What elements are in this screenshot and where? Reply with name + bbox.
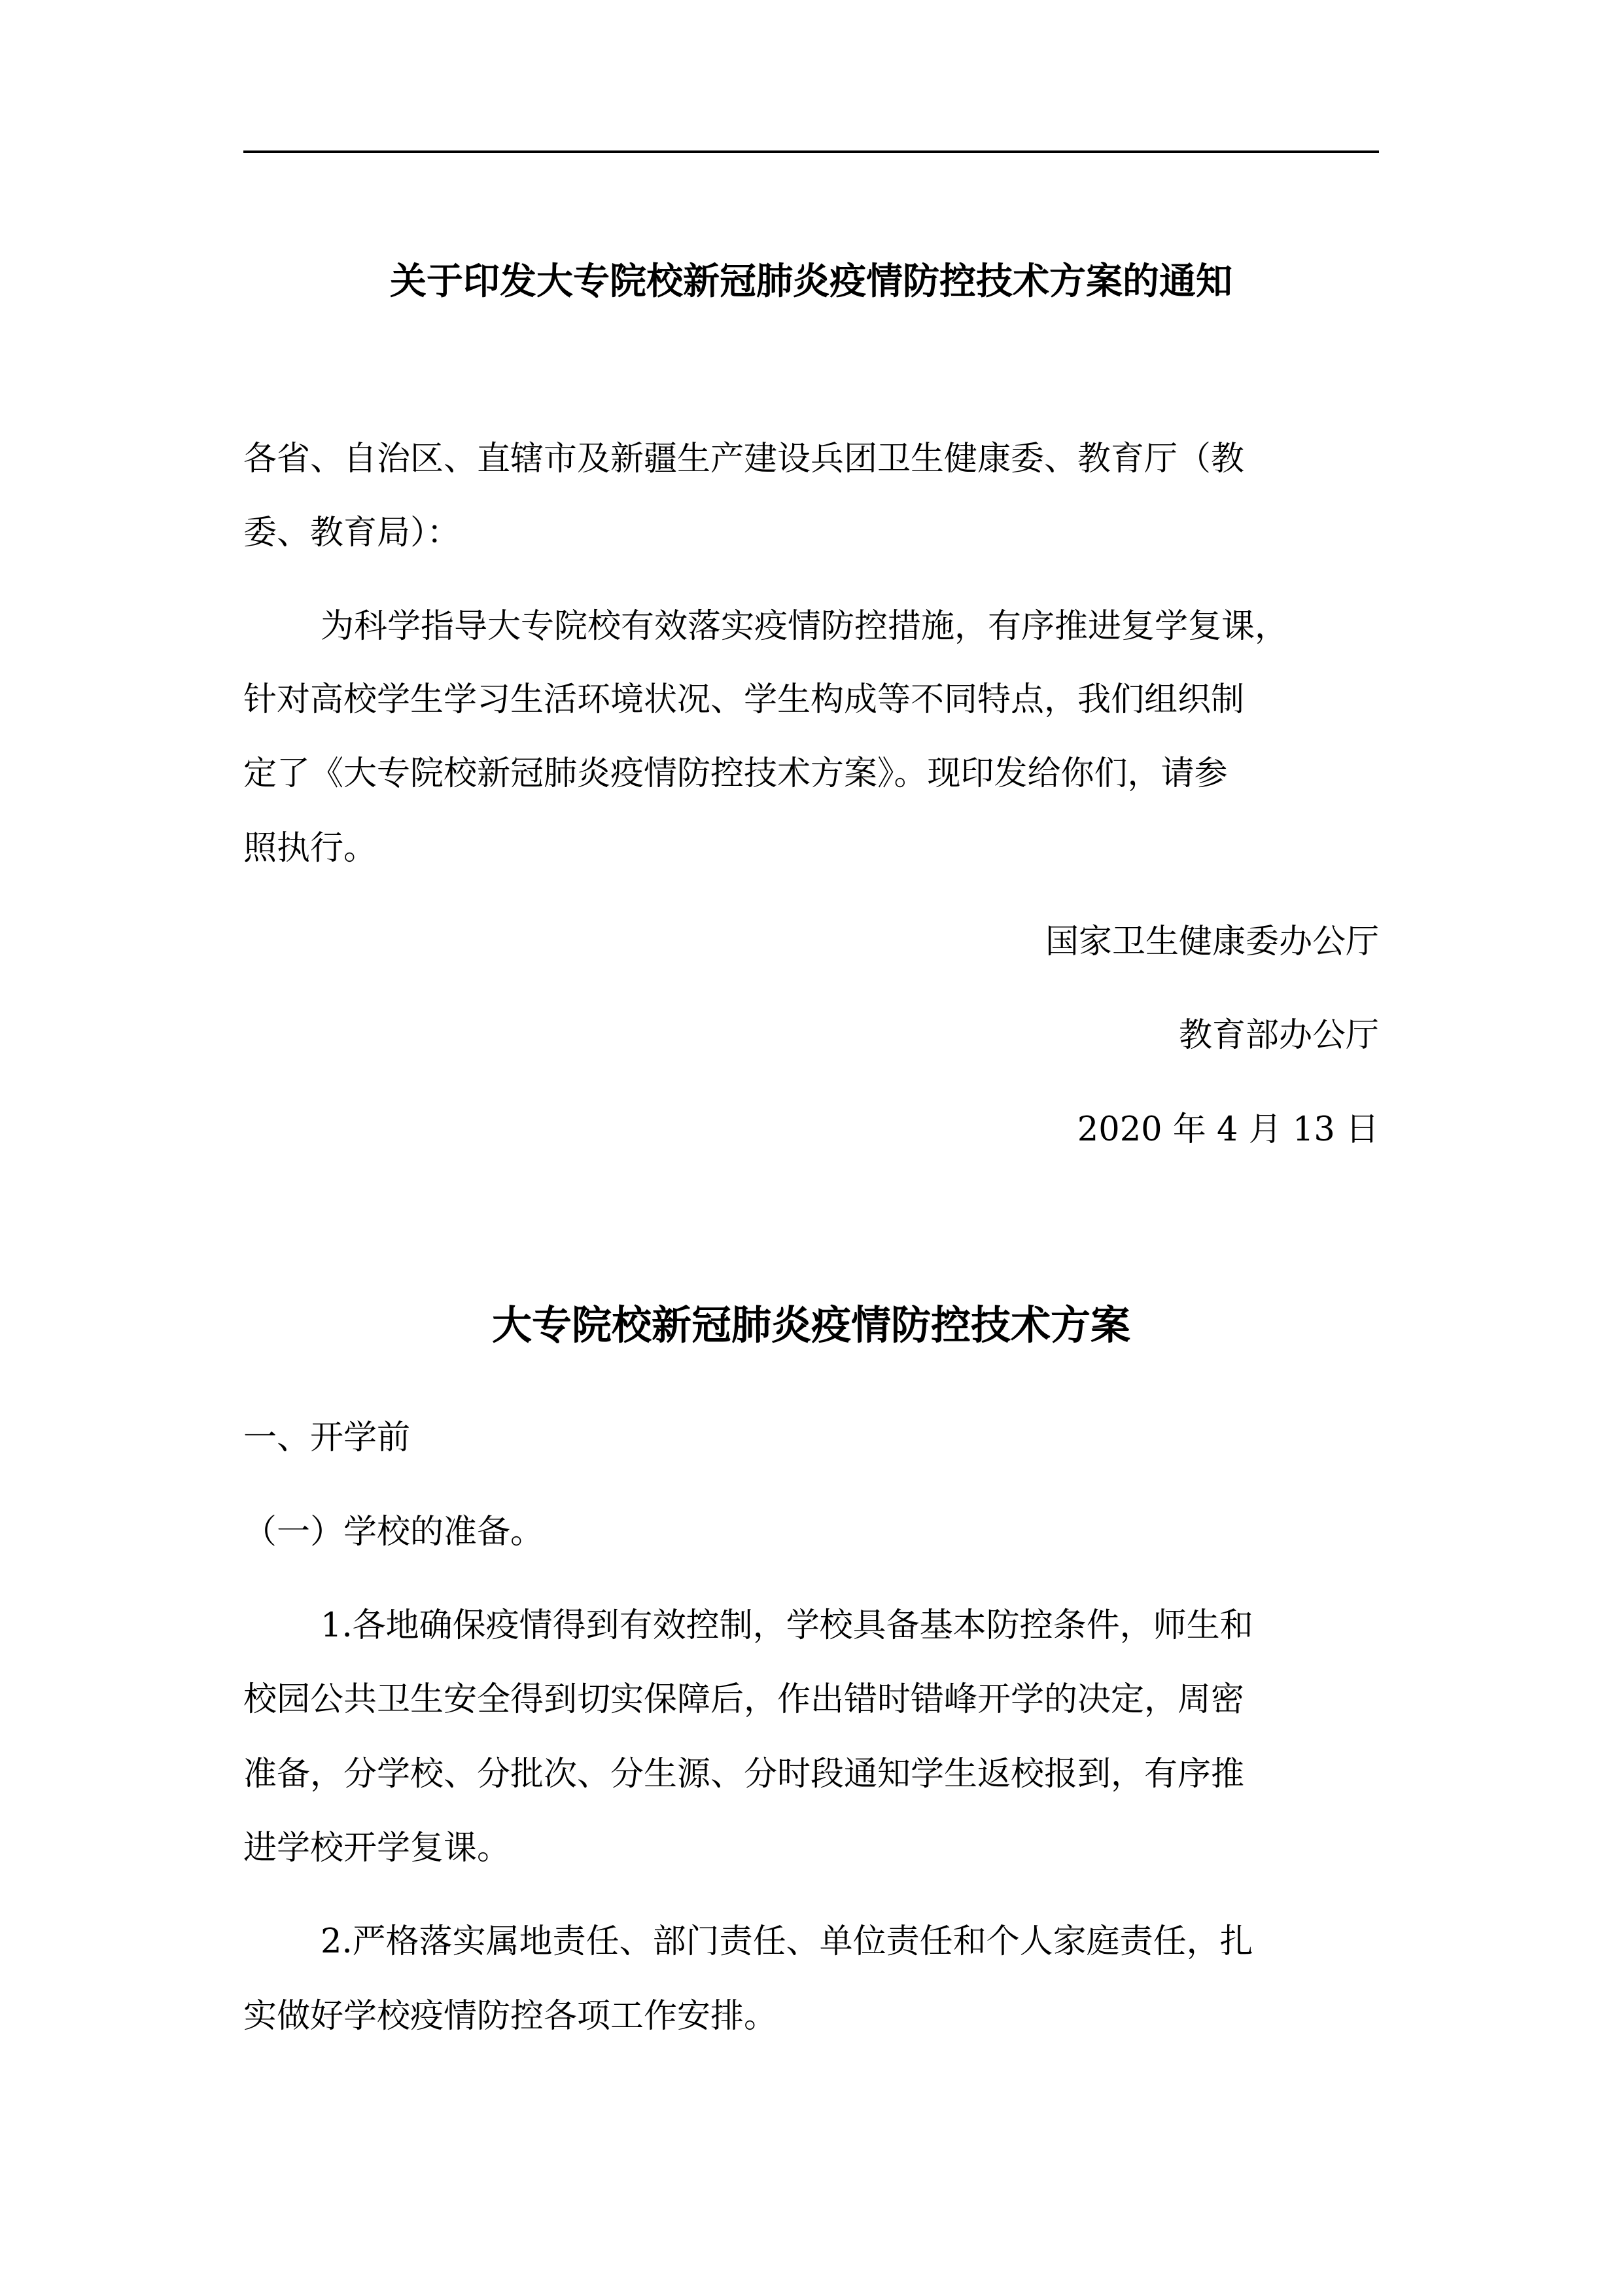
- notice-date: 2020 年 4 月 13 日: [1077, 1110, 1379, 1149]
- item-1-line-4: 进学校开学复课。: [243, 1829, 511, 1867]
- salutation-line-1: 各省、自治区、直辖市及新疆生产建设兵团卫生健康委、教育厅（教: [243, 440, 1245, 478]
- notice-title: 关于印发大专院校新冠肺炎疫情防控技术方案的通知: [390, 260, 1232, 303]
- plan-title: 大专院校新冠肺炎疫情防控技术方案: [491, 1302, 1130, 1349]
- section-heading-1: 一、开学前: [243, 1419, 411, 1457]
- item-1-line-3: 准备，分学校、分批次、分生源、分时段通知学生返校报到，有序推: [243, 1755, 1245, 1793]
- header-rule: [243, 150, 1379, 153]
- salutation-line-2: 委、教育局）：: [243, 514, 461, 552]
- notice-body-line-3: 定了《大专院校新冠肺炎疫情防控技术方案》。现印发给你们，请参: [243, 754, 1228, 793]
- signatory-1: 国家卫生健康委办公厅: [1045, 923, 1379, 961]
- notice-body-line-2: 针对高校学生学习生活环境状况、学生构成等不同特点，我们组织制: [243, 680, 1245, 719]
- notice-body-line-4: 照执行。: [243, 829, 377, 868]
- item-1-line-2: 校园公共卫生安全得到切实保障后，作出错时错峰开学的决定，周密: [243, 1680, 1245, 1719]
- item-2-line-2: 实做好学校疫情防控各项工作安排。: [243, 1997, 778, 2036]
- subsection-heading-1: （一）学校的准备。: [243, 1513, 544, 1551]
- item-2-line-1: 2.严格落实属地责任、部门责任、单位责任和个人家庭责任，扎: [321, 1922, 1253, 1961]
- item-1-line-1: 1.各地确保疫情得到有效控制，学校具备基本防控条件，师生和: [321, 1606, 1253, 1645]
- notice-body-line-1: 为科学指导大专院校有效落实疫情防控措施，有序推进复学复课，: [321, 607, 1289, 646]
- signatory-2: 教育部办公厅: [1178, 1016, 1379, 1055]
